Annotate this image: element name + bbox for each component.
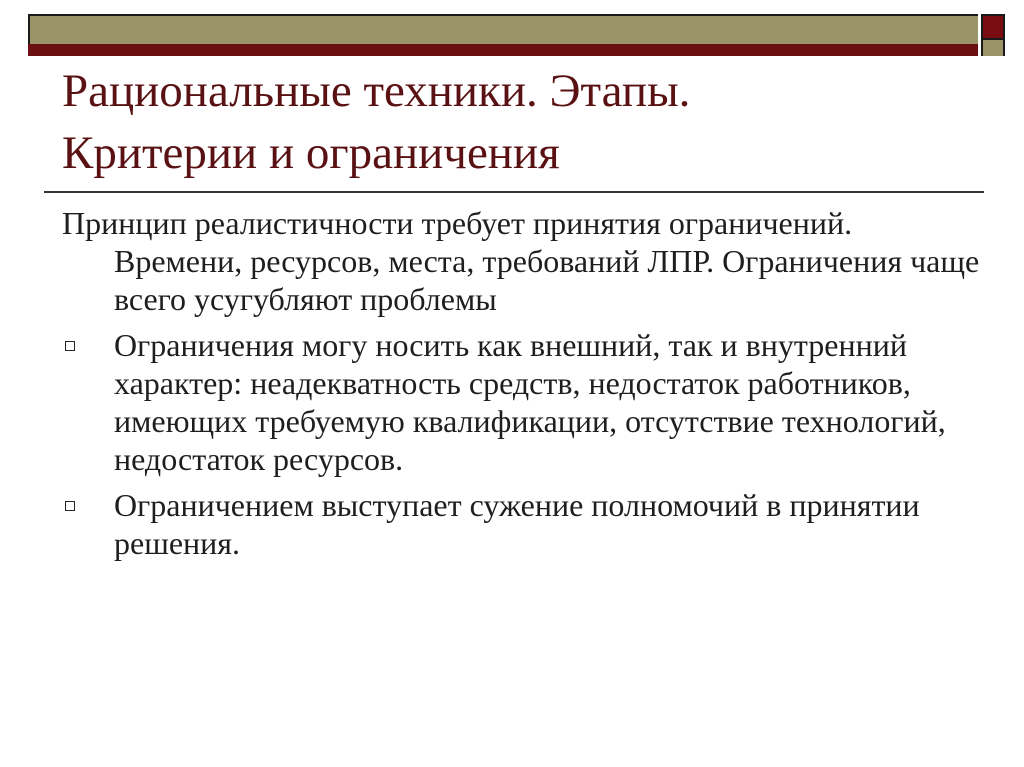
bullet-item-1 [62,326,982,478]
hollow-square-icon [65,501,75,511]
bullet-text-1: Ограничения могу носить как внешний, так и внутренний характер: неадекватность средств, недостаток работников, имеющих требуемую квалификации, отсутствие технологий, недостаток ресурсов. [114,327,946,477]
slide-title [62,60,962,184]
slide-title-line-2: Критерии и ограничения [62,127,560,179]
bullet-item-2 [62,486,982,562]
intro-paragraph: Принцип реалистичности требует принятия ограничений. Времени, ресурсов, места, требований ЛПР. Ограничения чаще всего усугубляют проблемы [62,205,980,317]
corner-olive-square [981,40,1005,56]
header-red-stripe [28,44,978,56]
corner-red-square [981,14,1005,40]
hollow-square-icon [65,341,75,351]
header-olive-bar [28,14,978,44]
slide-title-line-1: Рациональные техники. Этапы. [62,65,691,117]
bullet-text-2: Ограничением выступает сужение полномочий в принятии решения. [114,487,920,561]
slide-body [62,204,982,570]
title-divider [44,191,984,193]
